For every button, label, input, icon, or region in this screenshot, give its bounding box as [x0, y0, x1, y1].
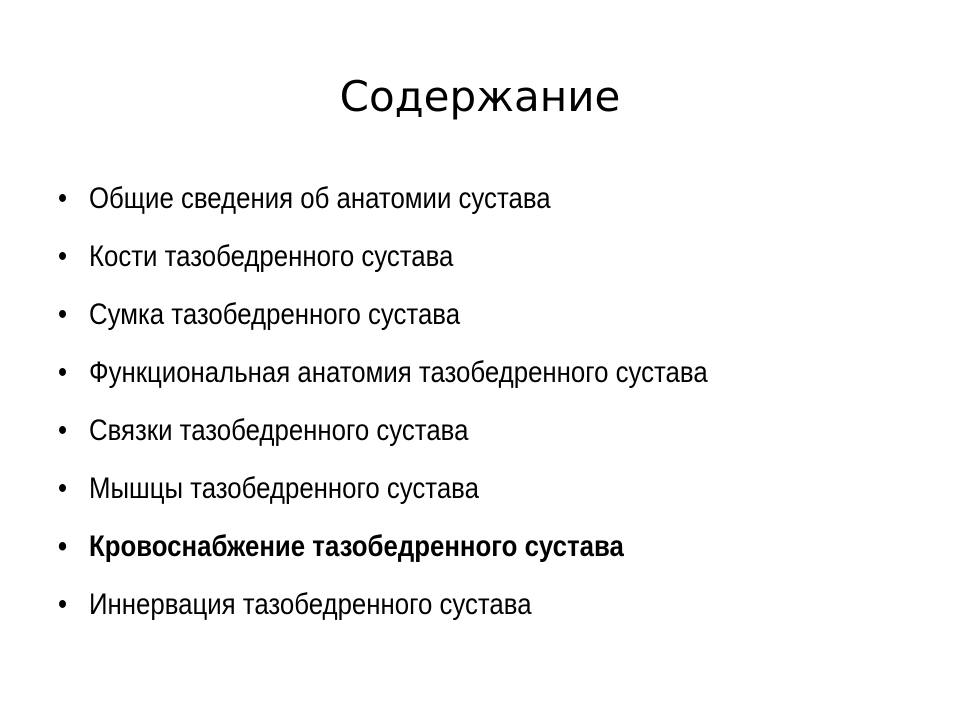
list-item-bones: [58, 228, 798, 286]
list-item-text: Функциональная анатомия тазобедренного сустава: [88, 356, 708, 389]
list-item-ligaments: [58, 402, 798, 460]
bullet-icon: •: [58, 356, 68, 389]
list-item-text: Связки тазобедренного сустава: [88, 414, 469, 447]
list-item-innervation: [58, 576, 798, 634]
list-item-text: Кровоснабжение тазобедренного сустава: [88, 530, 624, 563]
list-item-muscles: [58, 460, 798, 518]
list-item-general-anatomy: [58, 170, 798, 228]
bullet-icon: •: [58, 240, 68, 273]
bullet-icon: •: [58, 182, 68, 215]
contents-list: [58, 170, 918, 634]
slide-title: Содержание: [339, 72, 621, 121]
list-item-text: Мышцы тазобедренного сустава: [88, 472, 479, 505]
list-item-blood-supply: [58, 518, 798, 576]
list-item-text: Кости тазобедренного сустава: [88, 240, 454, 273]
list-item-text: Общие сведения об анатомии сустава: [88, 182, 551, 215]
bullet-icon: •: [58, 472, 68, 505]
list-item-text: Иннервация тазобедренного сустава: [88, 588, 532, 621]
list-item-functional-anatomy: [58, 344, 798, 402]
list-item-capsule: [58, 286, 798, 344]
bullet-icon: •: [58, 414, 68, 447]
bullet-icon: •: [58, 530, 68, 563]
bullet-icon: •: [58, 588, 68, 621]
bullet-icon: •: [58, 298, 68, 331]
list-item-text: Сумка тазобедренного сустава: [88, 298, 461, 331]
